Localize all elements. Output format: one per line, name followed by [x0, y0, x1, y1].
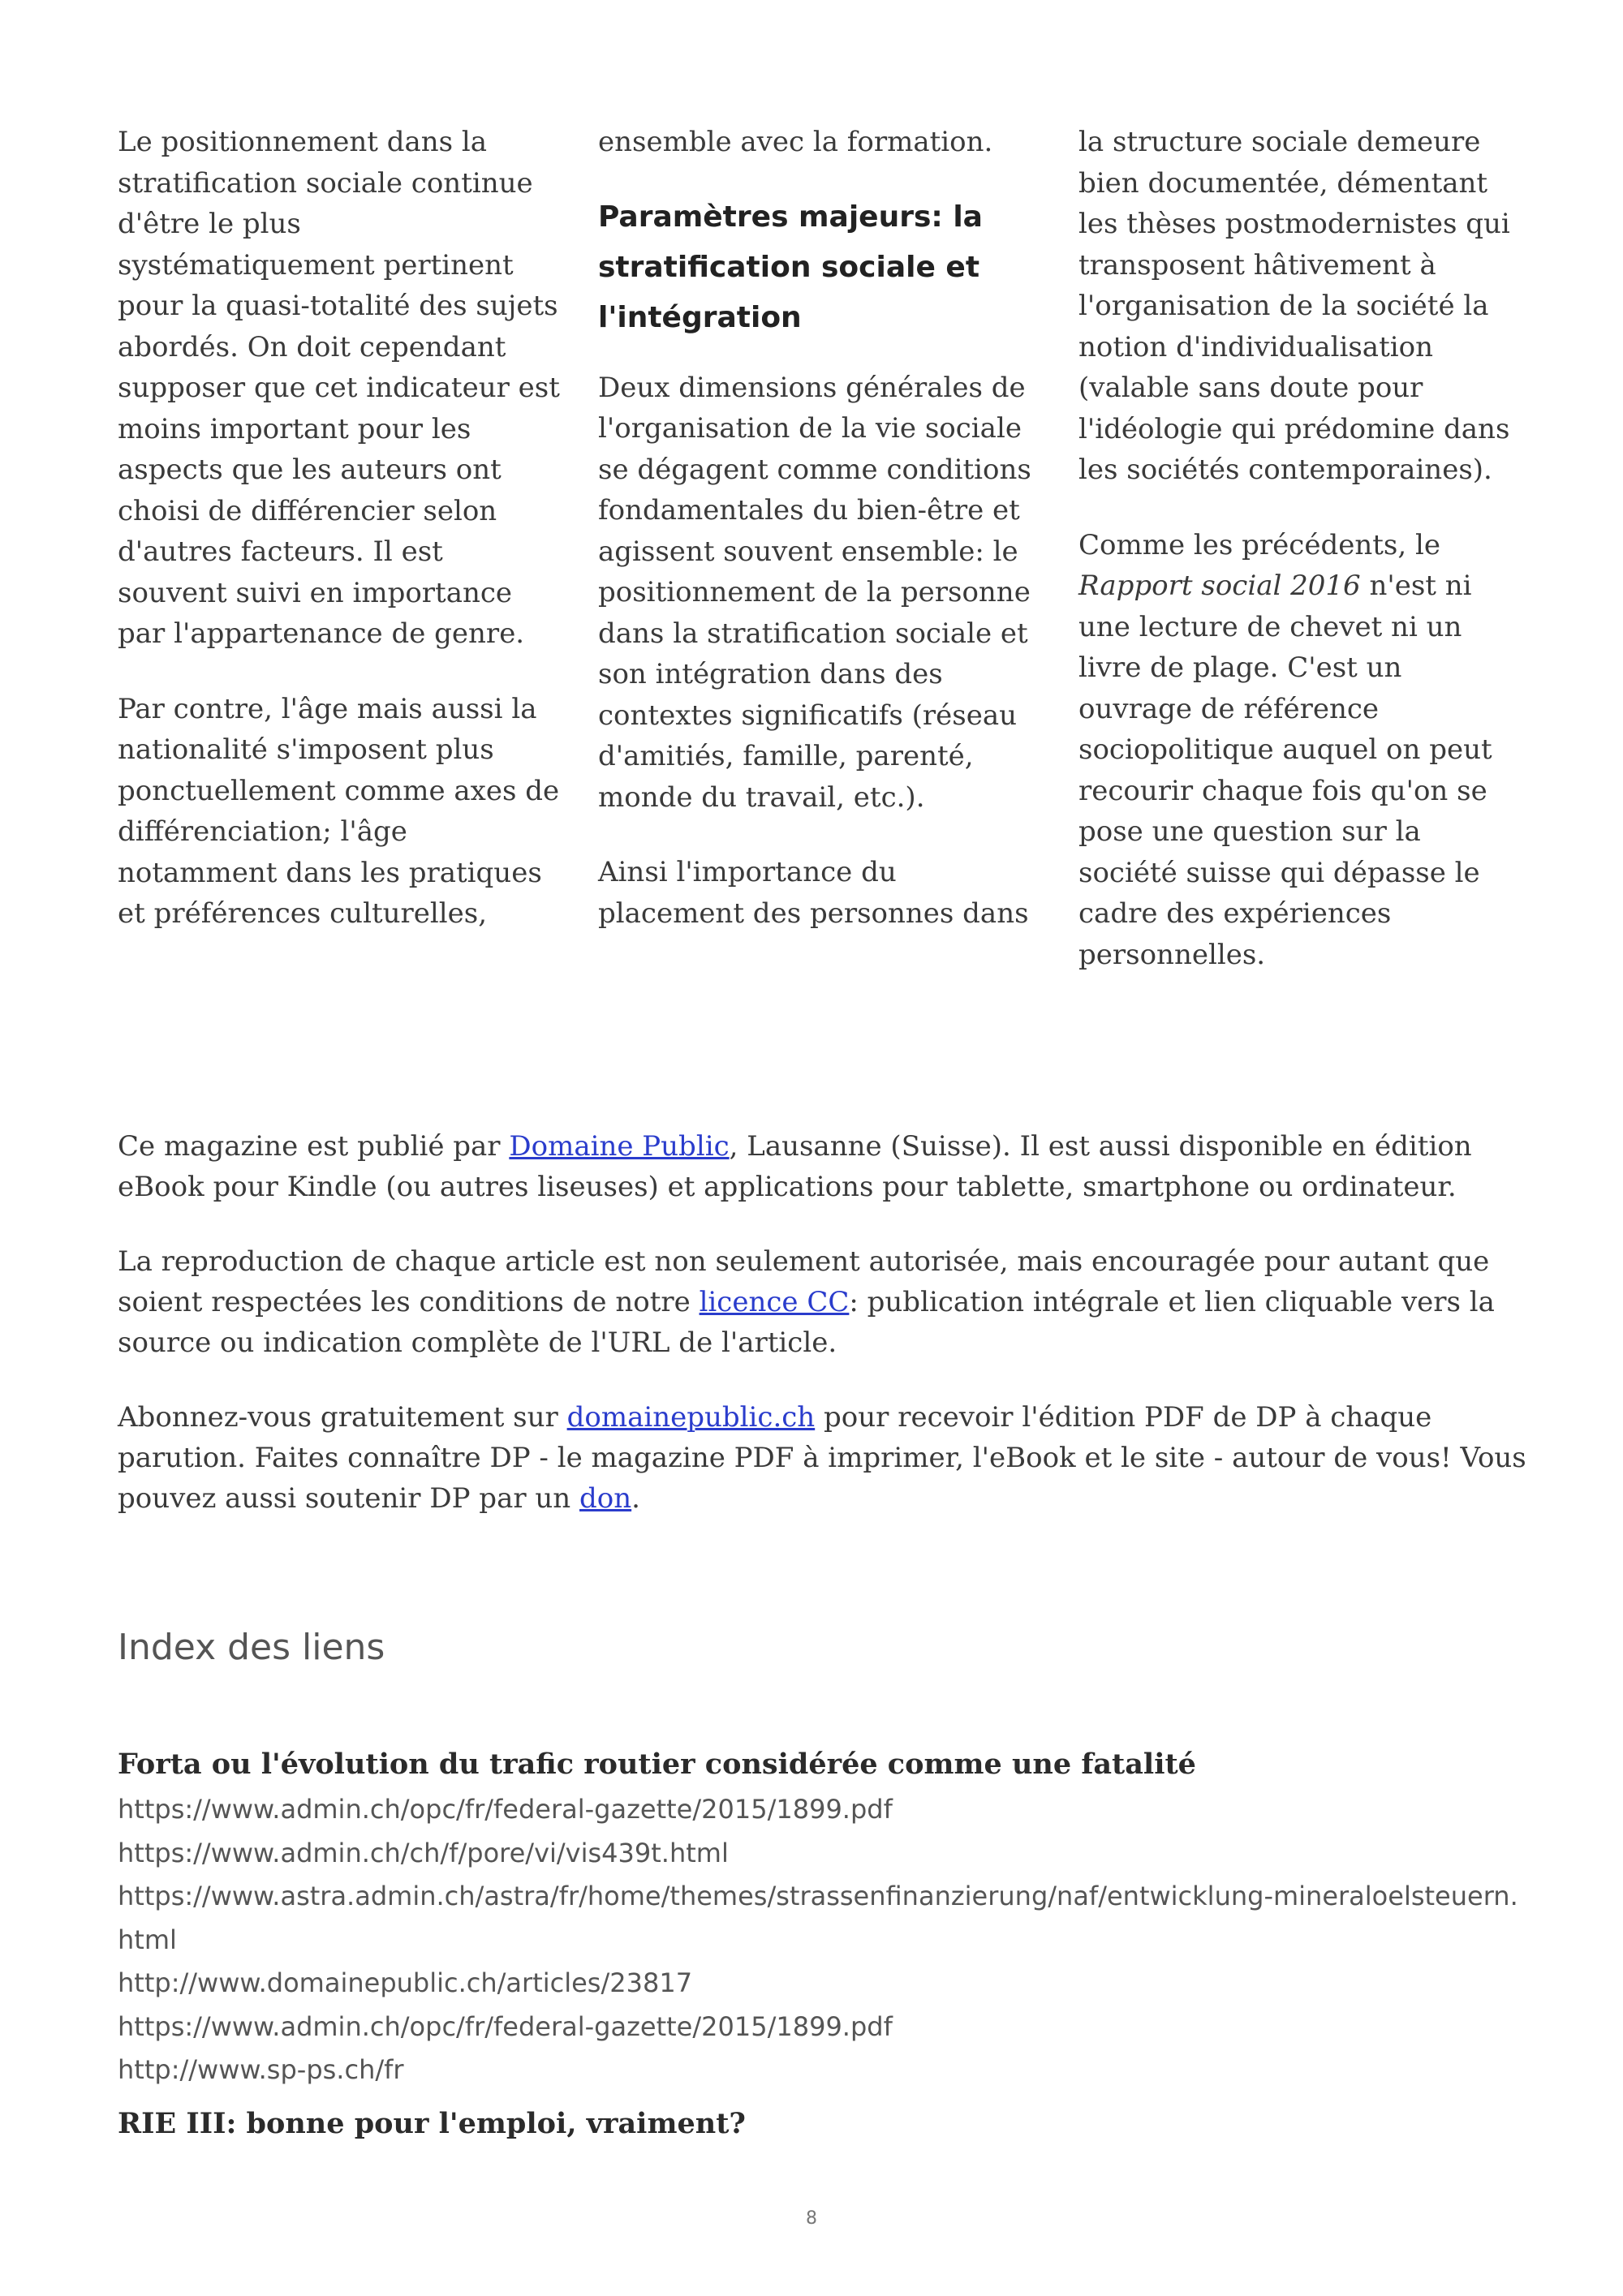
index-title: Index des liens — [118, 1627, 385, 1668]
index-section-heading: Forta ou l'évolution du trafic routier considérée comme une fatalité — [118, 1748, 1196, 1781]
index-section-heading: RIE III: bonne pour l'emploi, vraiment? — [118, 2106, 746, 2140]
text: Ce magazine est publié par — [118, 1130, 510, 1163]
report-title: Rapport social 2016 — [1078, 570, 1361, 602]
licence-cc-link[interactable]: licence CC — [699, 1286, 850, 1318]
colophon-paragraph — [118, 1241, 1530, 1363]
paragraph: Le positionnement dans la stratification sociale continue d'être le plus systématiquement pertinent pour la quasi-totalité des sujets abordés. On doit cependant supposer que cet indicateur est moins important pour les aspects que les auteurs ont choisi de différencier selon d'autres facteurs. Il est souvent suivi en importance par l'appartenance de genre. — [118, 126, 560, 650]
domainepublic-link[interactable]: domainepublic.ch — [566, 1401, 816, 1434]
paragraph: Deux dimensions générales de l'organisation de la vie sociale se dégagent comme conditions fondamentales du bien-être et agissent souvent ensemble: le positionnement de la personne dans la stratification sociale et son intégration dans des contextes significatifs (réseau d'amitiés, famille, parenté, monde du travail, etc.). — [598, 371, 1031, 814]
domaine-public-link[interactable]: Domaine Public — [509, 1130, 730, 1163]
text: La reproduction de chaque article est non seulement autorisée, mais encouragée pour autant que soient respectées les conditions de notre — [118, 1245, 1490, 1318]
text: n'est ni une lecture de chevet ni un livre de plage. C'est un ouvrage de référence sociopolitique auquel on peut recourir chaque fois qu'on se pose une question sur la société suisse qui dépasse le cadre des expériences personnelles. — [1078, 570, 1492, 971]
paragraph: Par contre, l'âge mais aussi la nationalité s'imposent plus ponctuellement comme axes de différenciation; l'âge notamment dans les pratiques et préférences culturelles, — [118, 692, 560, 930]
index-link[interactable]: http://www.domainepublic.ch/articles/23817 — [118, 1967, 693, 1998]
colophon-paragraph — [118, 1397, 1530, 1519]
paragraph — [1078, 525, 1521, 976]
index-link[interactable]: https://www.admin.ch/opc/fr/federal-gazette/2015/1899.pdf — [118, 2010, 893, 2042]
index-link[interactable]: http://www.sp-ps.ch/fr — [118, 2054, 404, 2085]
column-3 — [1078, 122, 1521, 1009]
link-index — [118, 1743, 1530, 2148]
index-link[interactable]: https://www.admin.ch/ch/f/pore/vi/vis439t.html — [118, 1837, 729, 1868]
text: pour recevoir l'édition PDF de DP à chaque parution. Faites connaître DP - le magazine PDF à imprimer, l'eBook et le site - autour de vous! Vous pouvez aussi soutenir DP par un — [118, 1401, 1526, 1515]
paragraph: la structure sociale demeure bien documentée, démentant les thèses postmodernistes qui transposent hâtivement à l'organisation de la société la notion d'individualisation (valable sans doute pour l'idéologie qui prédomine dans les sociétés contemporaines). — [1078, 126, 1510, 486]
index-link[interactable]: https://www.admin.ch/opc/fr/federal-gazette/2015/1899.pdf — [118, 1794, 893, 1825]
page-number: 8 — [806, 2208, 817, 2229]
column-2 — [598, 122, 1040, 1009]
index-link[interactable]: https://www.astra.admin.ch/astra/fr/home/themes/strassenfinanzierung/naf/entwicklung-mineraloelsteuern.html — [118, 1881, 1518, 1955]
text: : publication intégrale et lien cliquable vers la source ou indication complète de l'URL de l'article. — [118, 1286, 1495, 1359]
paragraph: ensemble avec la formation. — [598, 126, 993, 158]
donation-link[interactable]: don — [579, 1482, 632, 1515]
section-heading: Paramètres majeurs: la stratification sociale et l'intégration — [598, 200, 983, 334]
article-columns — [118, 122, 1522, 971]
colophon-paragraph — [118, 1126, 1530, 1207]
text: Abonnez-vous gratuitement sur — [118, 1401, 567, 1434]
link-list — [118, 1788, 1530, 2092]
column-1 — [118, 122, 560, 1009]
paragraph: Ainsi l'importance du placement des personnes dans — [598, 856, 1029, 930]
text: Comme les précédents, le — [1078, 528, 1440, 561]
colophon — [118, 1126, 1530, 1553]
text: . — [631, 1482, 640, 1515]
text: , Lausanne (Suisse). Il est aussi disponible en édition eBook pour Kindle (ou autres liseuses) et applications pour tablette, smartphone ou ordinateur. — [118, 1130, 1472, 1203]
